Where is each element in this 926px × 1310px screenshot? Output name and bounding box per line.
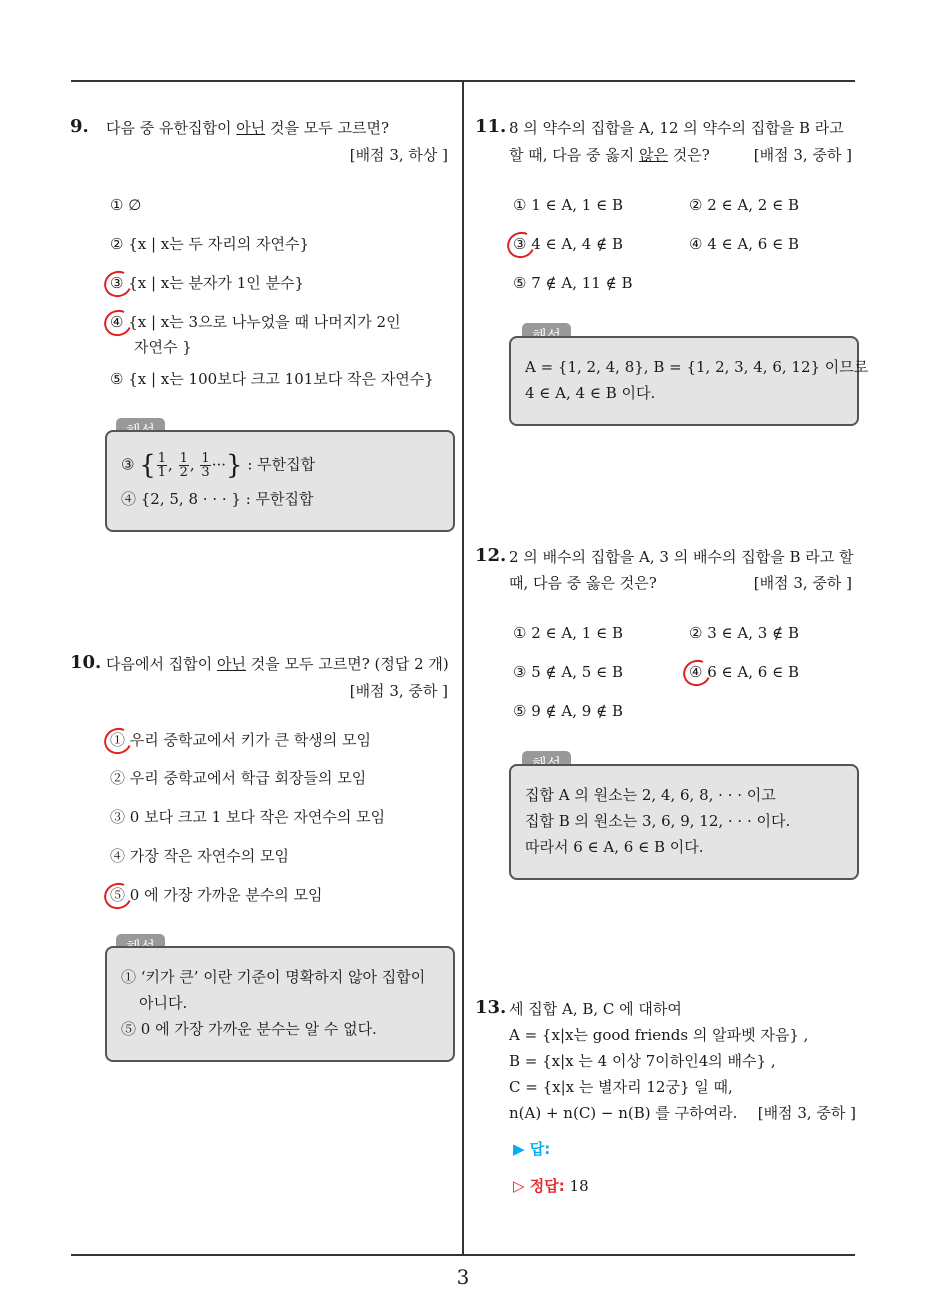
q10-explanation-line-3: ⑤ 0 에 가장 가까운 분수는 알 수 없다. [121,1020,377,1038]
q9-explanation-line-2: ④ {2, 5, 8 · · · } : 무한집합 [121,490,314,508]
q10-stem: 다음에서 집합이 아닌 것을 모두 고르면? (정답 2 개) [106,655,449,673]
q10-option-4[interactable]: ④ 가장 작은 자연수의 모임 [110,847,289,865]
q12-number: 12. [475,545,507,566]
q10-option-5[interactable]: ⑤ 0 에 가장 가까운 분수의 모임 [110,886,323,904]
q9-option-3[interactable]: ③ {x | x는 분자가 1인 분수} [110,274,305,292]
q13-correct-label: ▷ 정답: [513,1177,565,1195]
q10-explanation-line-2: 아니다. [139,994,188,1012]
q13-stem-line-1: 세 집합 A, B, C 에 대하여 [509,1000,682,1018]
q13-stem-line-2: A = {x|x는 good friends 의 알파벳 자음} , [509,1026,809,1044]
q13-stem-line-5: n(A) + n(C) − n(B) 를 구하여라. [509,1104,738,1122]
q11-option-3[interactable]: ③ 4 ∈ A, 4 ∉ B [513,235,623,253]
q10-score: [배점 3, 중하 ] [349,682,448,700]
q9-number: 9. [70,116,89,137]
q10-number: 10. [70,652,102,673]
q9-stem: 다음 중 유한집합이 아닌 것을 모두 고르면? [106,119,389,137]
q13-stem-line-3: B = {x|x 는 4 이상 7이하인4의 배수} , [509,1052,776,1070]
q13-number: 13. [475,997,507,1018]
q12-option-2[interactable]: ② 3 ∈ A, 3 ∉ B [689,624,799,642]
q11-number: 11. [475,116,507,137]
q13-correct-value: 18 [569,1177,589,1195]
q9-option-2[interactable]: ② {x | x는 두 자리의 자연수} [110,235,310,253]
q13-answer-label[interactable]: ▶ 답: [513,1140,551,1158]
q12-option-3[interactable]: ③ 5 ∉ A, 5 ∈ B [513,663,623,681]
q11-explanation-box [509,336,869,426]
q11-option-5[interactable]: ⑤ 7 ∉ A, 11 ∉ B [513,274,633,292]
q12-explanation-line-3: 따라서 6 ∈ A, 6 ∈ B 이다. [525,838,704,856]
q11-option-2[interactable]: ② 2 ∈ A, 2 ∈ B [689,196,799,214]
q12-option-4[interactable]: ④ 6 ∈ A, 6 ∈ B [689,663,799,681]
q9-explanation-box [105,430,455,532]
q10-explanation-box [105,946,455,1062]
page-number: 3 [456,1265,470,1289]
q13-correct-answer [513,1175,589,1197]
q13-stem-line-4: C = {x|x 는 별자리 12궁} 일 때, [509,1078,733,1096]
q12-explanation-line-2: 집합 B 의 원소는 3, 6, 9, 12, · · · 이다. [525,812,791,830]
q13-score: [배점 3, 중하 ] [757,1104,856,1122]
q12-option-1[interactable]: ① 2 ∈ A, 1 ∈ B [513,624,623,642]
q11-stem-line-2: 할 때, 다음 중 옳지 않은 것은? [509,146,710,164]
q10-option-2[interactable]: ② 우리 중학교에서 학급 회장들의 모임 [110,769,367,787]
q11-score: [배점 3, 중하 ] [753,146,852,164]
q11-option-1[interactable]: ① 1 ∈ A, 1 ∈ B [513,196,623,214]
q11-explanation-line-1: A = {1, 2, 4, 8}, B = {1, 2, 3, 4, 6, 12} 이므로 [525,358,869,376]
q10-explanation-line-1: ① ‘키가 큰’ 이란 기준이 명확하지 않아 집합이 [121,968,426,986]
q9-option-4[interactable]: ④ {x | x는 3으로 나누었을 때 나머지가 2인 [110,313,401,331]
q9-option-4-cont: 자연수 } [134,338,192,356]
q10-option-3[interactable]: ③ 0 보다 크고 1 보다 작은 자연수의 모임 [110,808,386,826]
q12-option-5[interactable]: ⑤ 9 ∉ A, 9 ∉ B [513,702,623,720]
q11-option-4[interactable]: ④ 4 ∈ A, 6 ∈ B [689,235,799,253]
q12-explanation-line-1: 집합 A 의 원소는 2, 4, 6, 8, · · · 이고 [525,786,776,804]
column-divider [462,81,464,1255]
q9-option-1[interactable]: ① ∅ [110,196,142,214]
q11-explanation-line-2: 4 ∈ A, 4 ∈ B 이다. [525,384,656,402]
q12-stem-line-1: 2 의 배수의 집합을 A, 3 의 배수의 집합을 B 라고 할 [509,548,854,566]
q12-explanation-box [509,764,859,880]
q12-stem-line-2: 때, 다음 중 옳은 것은? [509,574,657,592]
q10-option-1[interactable]: ① 우리 중학교에서 키가 큰 학생의 모임 [110,731,371,749]
q9-explanation-line-1: ③ { $\frac{1}{1}$ , $\frac{1}{2}$ , $\frac{1}{3}$ ···} : 무한집합 [121,450,316,481]
q11-stem-line-1: 8 의 약수의 집합을 A, 12 의 약수의 집합을 B 라고 [509,119,844,137]
q12-score: [배점 3, 중하 ] [753,574,852,592]
q9-option-5[interactable]: ⑤ {x | x는 100보다 크고 101보다 작은 자연수} [110,370,434,388]
q9-score: [배점 3, 하상 ] [349,146,448,164]
